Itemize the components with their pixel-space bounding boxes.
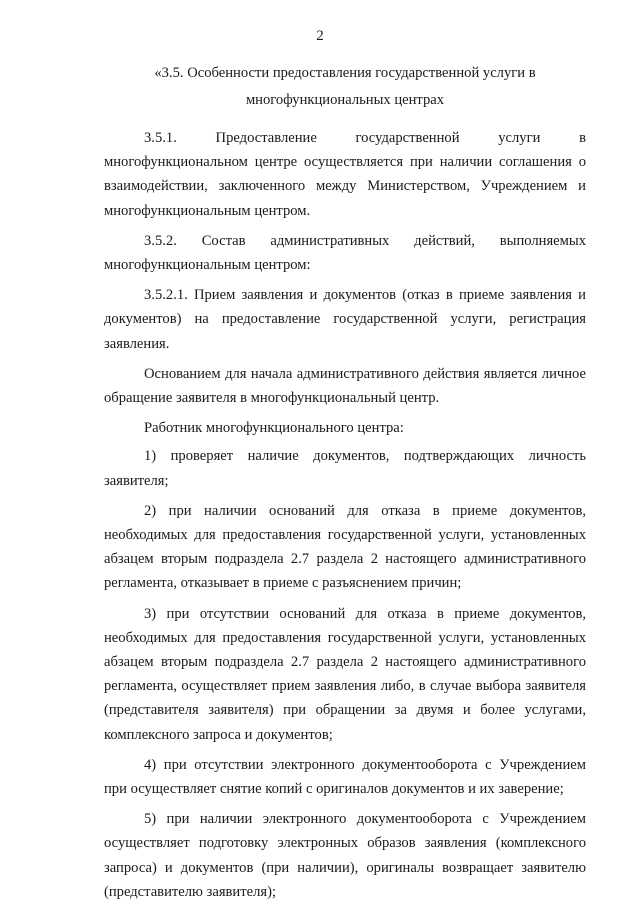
paragraph-3-5-1: 3.5.1. Предоставление государственной услуги в многофункциональном центре осуществляется при наличии соглашения о взаимодействии, заключенного между Министерством, Учреждением и многофункциональным центром. bbox=[104, 130, 586, 219]
document-body bbox=[104, 60, 586, 910]
page-number: 2 bbox=[316, 28, 324, 44]
list-item-5: 5) при наличии электронного документооборота с Учреждением осуществляет подготовку электронных образов заявления (комплексного запроса) и документов (при наличии), оригиналы возвращает заявителю (представителю заявителя); bbox=[104, 811, 586, 900]
list-item-2: 2) при наличии оснований для отказа в приеме документов, необходимых для предоставления государственной услуги, установленных абзацем вторым подраздела 2.7 раздела 2 настоящего административного регламента, отказывает в приеме с разъяснением причин; bbox=[104, 502, 586, 592]
paragraph-worker-intro: Работник многофункционального центра: bbox=[144, 420, 404, 437]
section-heading: «3.5. Особенности предоставления государственной услуги в многофункциональных центрах bbox=[154, 65, 536, 108]
list-item-1: 1) проверяет наличие документов, подтверждающих личность заявителя; bbox=[104, 448, 586, 489]
paragraph-basis: Основанием для начала административного действия является личное обращение заявителя в многофункциональный центр. bbox=[104, 365, 586, 407]
list-item-4: 4) при отсутствии электронного документооборота с Учреждением при осуществляет снятие копий с оригиналов документов и их заверение; bbox=[104, 756, 586, 798]
paragraph-3-5-2: 3.5.2. Состав административных действий, выполняемых многофункциональным центром: bbox=[104, 232, 586, 274]
paragraph-3-5-2-1: 3.5.2.1. Прием заявления и документов (отказ в приеме заявления и документов) на предоставление государственной услуги, регистрация заявления. bbox=[104, 287, 586, 352]
list-item-3: 3) при отсутствии оснований для отказа в приеме документов, необходимых для предоставления государственной услуги, установленных абзацем вторым подраздела 2.7 раздела 2 настоящего административного регламента, осуществляет прием заявления либо, в случае выбора заявителя (представителя заявителя) при обращении за двумя и более услугами, комплексного запроса и документов; bbox=[104, 605, 586, 743]
